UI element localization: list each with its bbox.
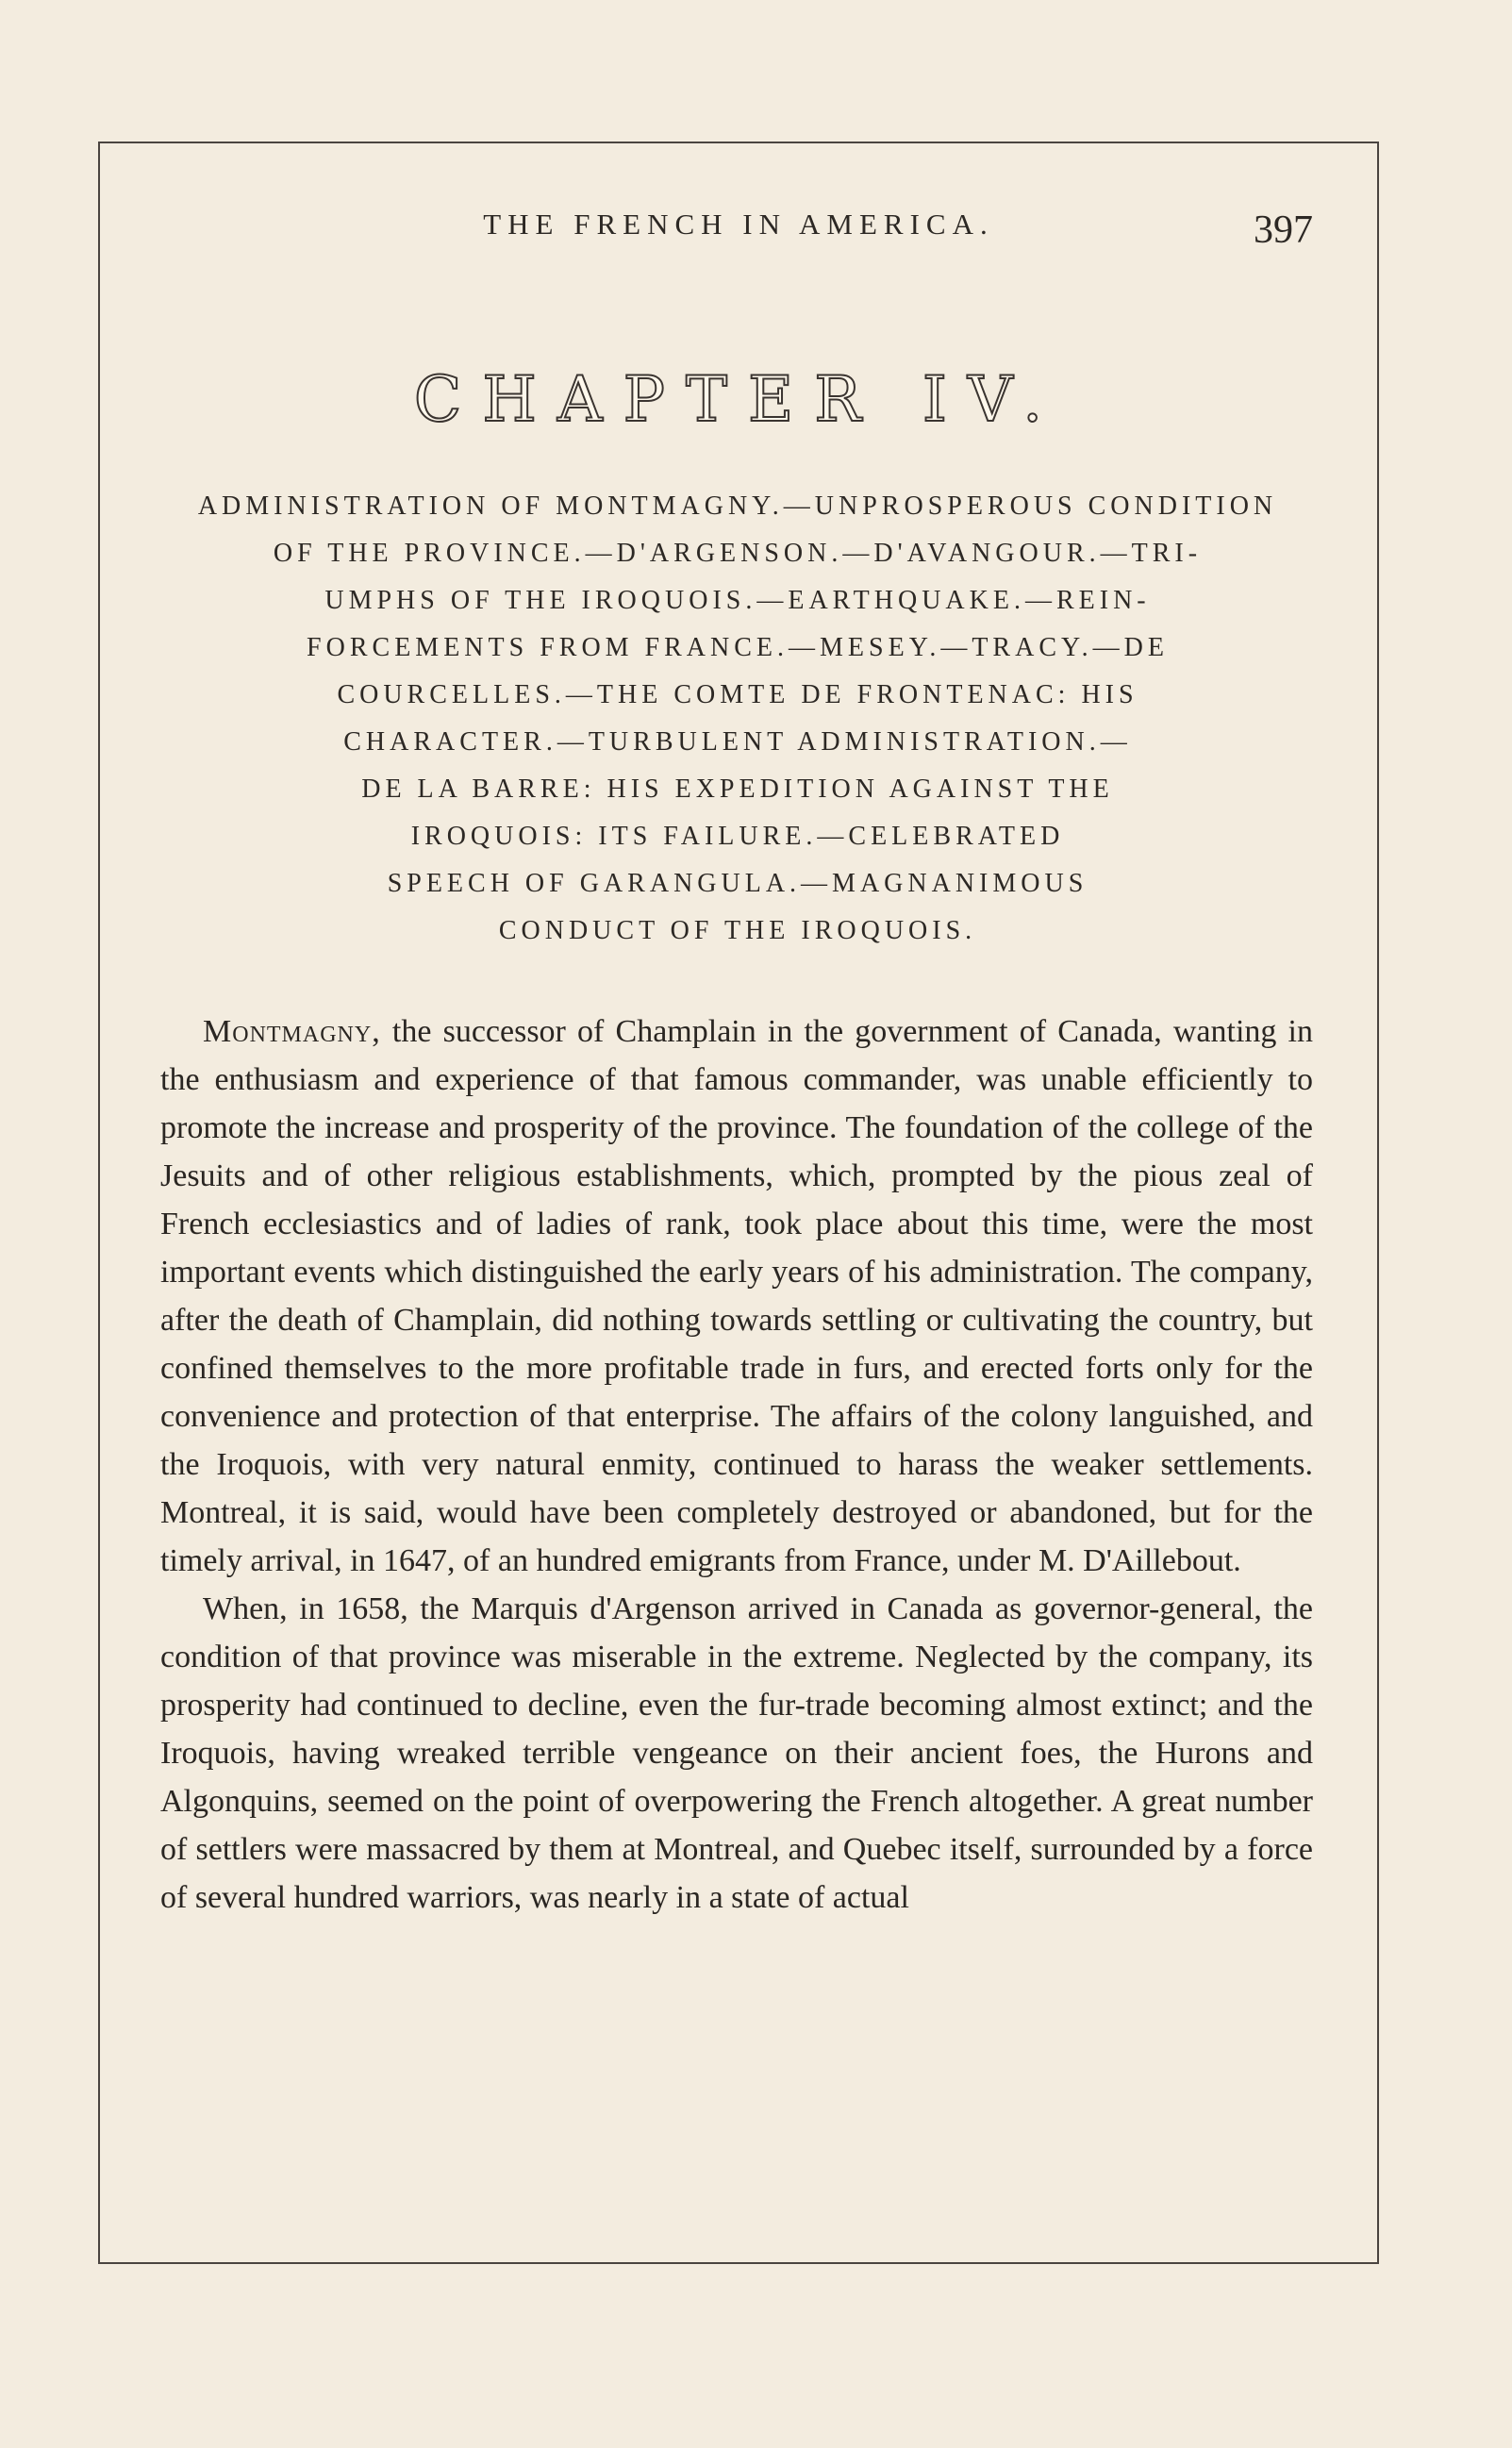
summary-line: UMPHS OF THE IROQUOIS.—EARTHQUAKE.—REIN-	[324, 586, 1151, 615]
summary-line: IROQUOIS: ITS FAILURE.—CELEBRATED	[410, 822, 1065, 851]
body-text	[160, 1008, 1313, 1922]
paragraph-1-text: the successor of Champlain in the government of Canada, wanting in the enthusiasm and experience of that famous commander, was unable efficiently to promote the increase and prosperity of the province. The foundation of the college of the Jesuits and of other religious establishments, which, prompted by the pious zeal of French ecclesiastics and of ladies of rank, took place about this time, were the most important events which distinguished the early years of his administration. The company, after the death of Champlain, did nothing towards settling or cultivating the country, but confined themselves to the more profitable trade in furs, and erected forts only for the convenience and protection of that enterprise. The affairs of the colony languished, and the Iroquois, with very natural enmity, continued to harass the weaker settlements. Montreal, it is said, would have been completely destroyed or abandoned, but for the timely arrival, in 1647, of an hundred emigrants from France, under M. D'Aillebout.	[160, 1014, 1313, 1578]
summary-line: FORCEMENTS FROM FRANCE.—MESEY.—TRACY.—DE	[307, 633, 1169, 662]
paragraph-2: When, in 1658, the Marquis d'Argenson arrived in Canada as governor-general, the condition of that province was miserable in the extreme. Neglected by the company, its prosperity had continued to decline, even the fur-trade becoming almost extinct; and the Iroquois, having wreaked terrible vengeance on their ancient foes, the Hurons and Algonquins, seemed on the point of overpowering the French altogether. A great number of settlers were massacred by them at Montreal, and Quebec itself, surrounded by a force of several hundred warriors, was nearly in a state of actual	[160, 1591, 1313, 1915]
summary-line: ADMINISTRATION OF MONTMAGNY.—UNPROSPEROUS CONDITION	[197, 491, 1278, 521]
paragraph-lead-word: Montmagny,	[203, 1014, 381, 1049]
summary-line: CONDUCT OF THE IROQUOIS.	[498, 916, 977, 945]
summary-line: COURCELLES.—THE COMTE DE FRONTENAC: HIS	[337, 680, 1138, 709]
summary-line: CHARACTER.—TURBULENT ADMINISTRATION.—	[343, 727, 1132, 757]
chapter-heading: CHAPTER IV.	[413, 363, 1064, 436]
chapter-summary	[151, 483, 1324, 955]
page-number: 397	[1254, 208, 1313, 252]
summary-line: OF THE PROVINCE.—D'ARGENSON.—D'AVANGOUR.—TRI-	[273, 539, 1203, 568]
running-title: THE FRENCH IN AMERICA.	[483, 208, 994, 241]
paragraph-1	[160, 1008, 1313, 1585]
running-head	[98, 208, 1379, 264]
summary-line: SPEECH OF GARANGULA.—MAGNANIMOUS	[387, 869, 1088, 898]
summary-line: DE LA BARRE: HIS EXPEDITION AGAINST THE	[361, 774, 1114, 804]
